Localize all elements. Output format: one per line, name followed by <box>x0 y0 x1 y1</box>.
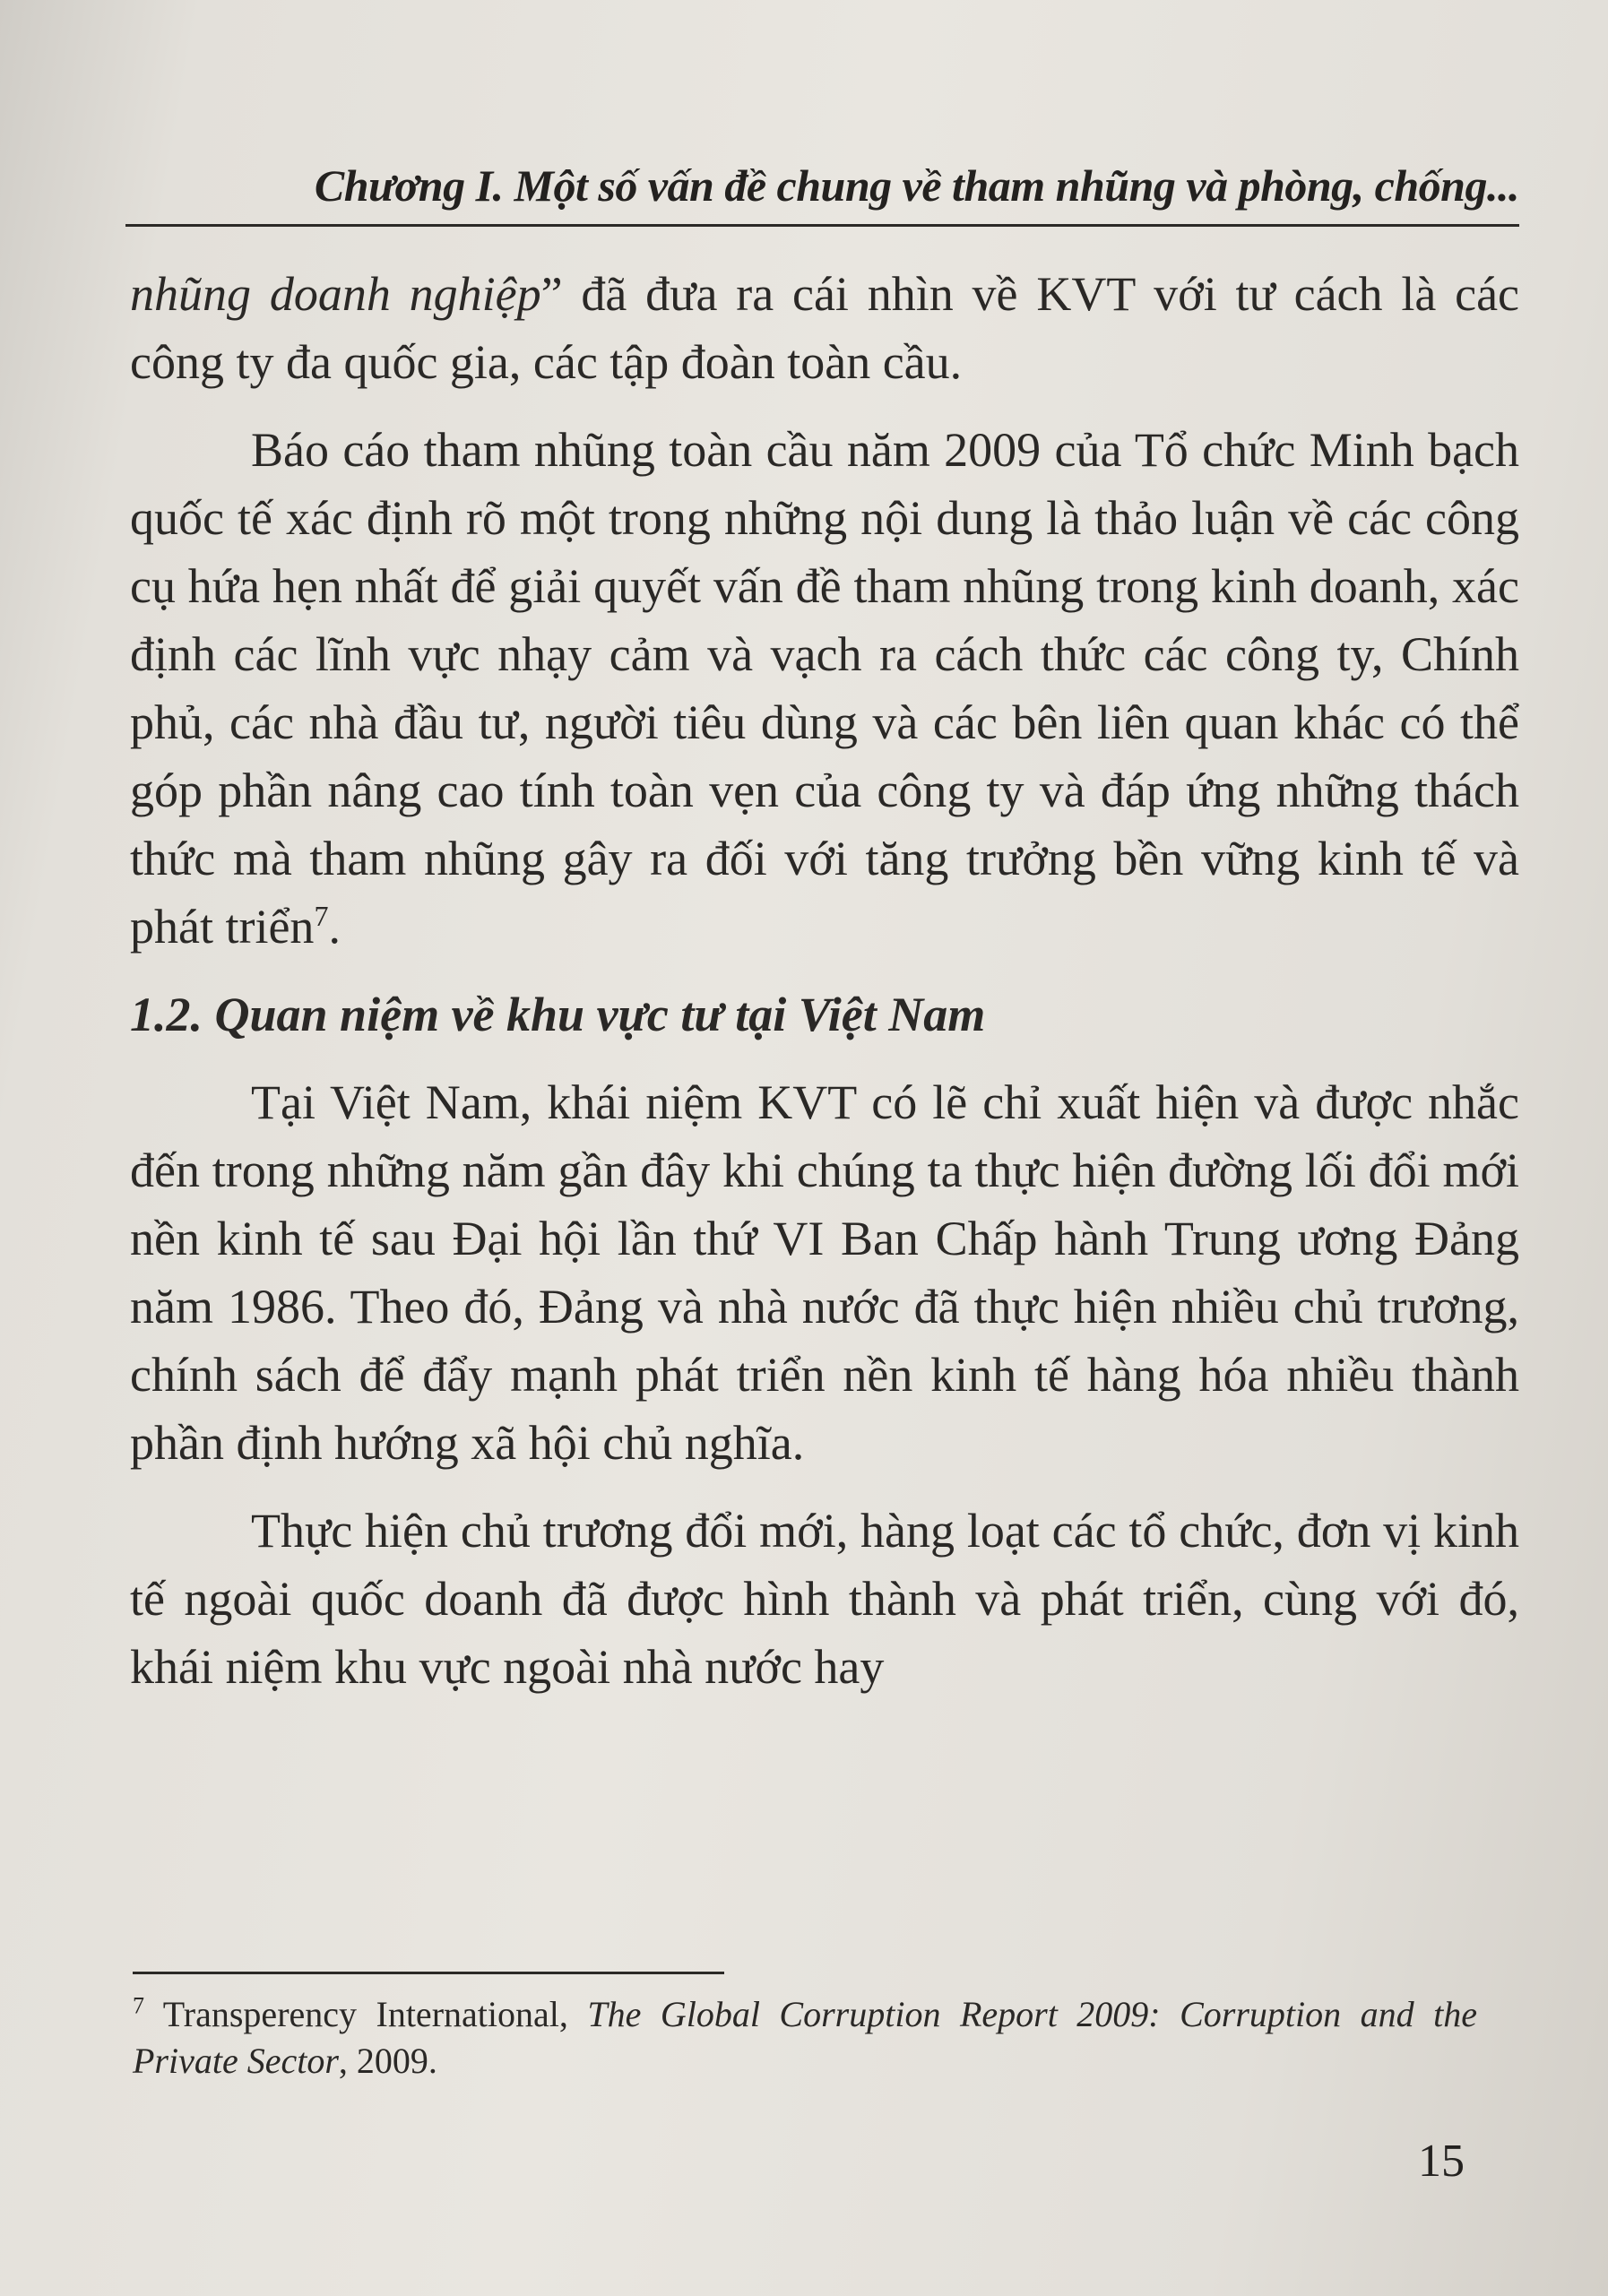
page-number: 15 <box>1418 2136 1465 2187</box>
paragraph-2-end: . <box>328 900 341 954</box>
paragraph-3: Tại Việt Nam, khái niệm KVT có lẽ chỉ xuất hiện và được nhắc đến trong những năm gần đây khi chúng ta thực hiện đường lối đổi mới nền kinh tế sau Đại hội lần thứ VI Ban Chấp hành Trung ương Đảng năm 1986. Theo đó, Đảng và nhà nước đã thực hiện nhiều chủ trương, chính sách để đẩy mạnh phát triển nền kinh tế hàng hóa nhiều thành phần định hướng xã hội chủ nghĩa. <box>130 1075 1519 1470</box>
footnote <box>133 1991 1477 2085</box>
footnote-text-before: Transperency International, <box>162 1994 588 2034</box>
footnote-divider <box>133 1972 724 1974</box>
footnote-number: 7 <box>133 1992 144 2019</box>
footnote-text-after: , 2009. <box>338 2041 437 2081</box>
paragraph-2-text: Báo cáo tham nhũng toàn cầu năm 2009 của Tổ chức Minh bạch quốc tế xác định rõ một trong những nội dung là thảo luận về các công cụ hứa hẹn nhất để giải quyết vấn đề tham nhũng trong kinh doanh, xác định các lĩnh vực nhạy cảm và vạch ra cách thức các công ty, Chính phủ, các nhà đầu tư, người tiêu dùng và các bên liên quan khác có thể góp phần nâng cao tính toàn vẹn của công ty và đáp ứng những thách thức mà tham nhũng gây ra đối với tăng trưởng bền vững kinh tế và phát triển <box>130 423 1519 954</box>
footnote-title: The Global Corruption Report 2009: Corruption and the Private Sector <box>133 1994 1477 2081</box>
paragraph-1 <box>130 260 1519 396</box>
footnote-reference: 7 <box>314 900 329 932</box>
paragraph-1-italic: nhũng doanh nghiệp <box>130 267 541 321</box>
body-text <box>130 260 1519 1721</box>
paragraph-4: Thực hiện chủ trương đổi mới, hàng loạt các tổ chức, đơn vị kinh tế ngoài quốc doanh đã được hình thành và phát triển, cùng với đó, khái niệm khu vực ngoài nhà nước hay <box>130 1504 1519 1694</box>
paragraph-1-text: ” đã đưa ra cái nhìn về KVT với tư cách là các công ty đa quốc gia, các tập đoàn toàn cầu. <box>130 267 1519 389</box>
section-heading: 1.2. Quan niệm về khu vực tư tại Việt Nam <box>130 988 986 1041</box>
running-head: Chương I. Một số vấn đề chung về tham nhũng và phòng, chống... <box>125 151 1519 227</box>
paragraph-2 <box>130 416 1519 961</box>
